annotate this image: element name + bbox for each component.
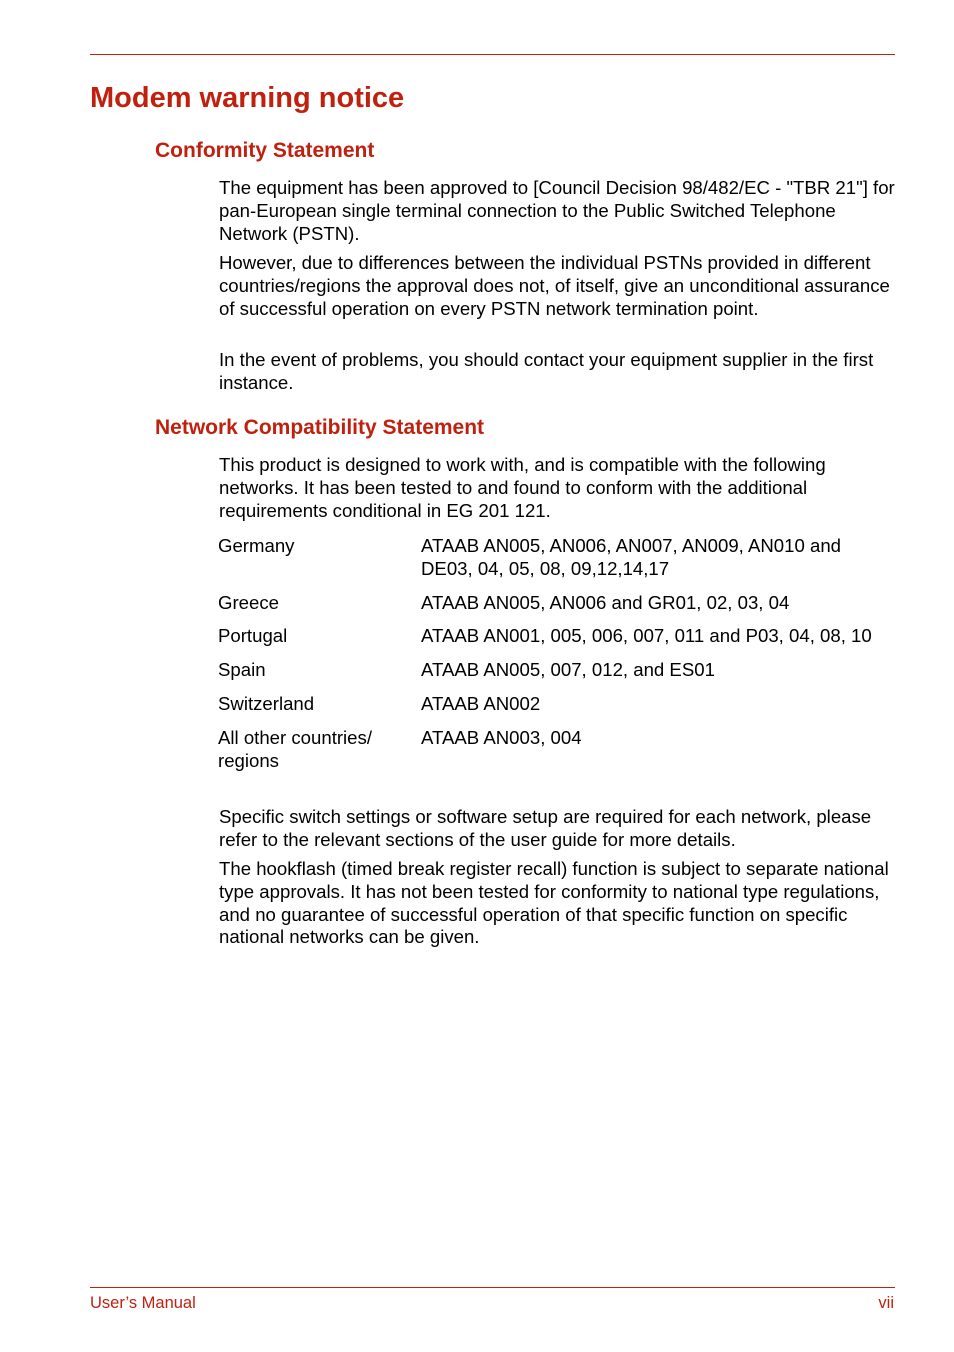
country-cell: Switzerland <box>218 692 315 714</box>
country-cell: Greece <box>218 591 279 613</box>
footer-manual-title: User’s Manual <box>90 1294 196 1312</box>
country-cell: Spain <box>218 659 266 681</box>
network-heading: Network Compatibility Statement <box>155 416 485 439</box>
requirements-cell: ATAAB AN001, 005, 006, 007, 011 and P03, 04, 08, 10 <box>421 625 872 647</box>
page-title: Modem warning notice <box>90 82 405 114</box>
conformity-heading: Conformity Statement <box>155 139 375 162</box>
conformity-paragraph-2: However, due to differences between the individual PSTNs provided in different countries/regions the approval does not, of itself, give an unconditional assurance of successful operation on every PSTN network termination point. <box>219 252 890 319</box>
table-row <box>218 592 898 615</box>
requirements-cell: ATAAB AN005, 007, 012, and ES01 <box>421 659 715 681</box>
requirements-cell: ATAAB AN005, AN006 and GR01, 02, 03, 04 <box>421 591 790 613</box>
top-divider <box>90 54 895 55</box>
requirements-cell: ATAAB AN002 <box>421 692 541 714</box>
table-row <box>218 693 898 716</box>
country-cell: Portugal <box>218 625 288 647</box>
conformity-paragraph-3: In the event of problems, you should contact your equipment supplier in the first instance. <box>219 349 874 393</box>
page-number: vii <box>878 1294 894 1312</box>
requirements-cell: ATAAB AN005, AN006, AN007, AN009, AN010 and DE03, 04, 05, 08, 09,12,14,17 <box>421 535 842 579</box>
network-closing-paragraph-1: Specific switch settings or software setup are required for each network, please refer to the relevant sections of the user guide for more details. <box>219 806 872 850</box>
table-row <box>218 659 898 682</box>
country-cell: All other countries/ regions <box>218 726 372 771</box>
table-row <box>218 535 898 581</box>
network-intro: This product is designed to work with, and is compatible with the following networks. It has been tested to and found to conform with the additional requirements conditional in EG 201 121. <box>219 454 826 521</box>
network-compatibility-table <box>218 535 898 783</box>
network-closing-paragraph-2: The hookflash (timed break register recall) function is subject to separate national type approvals. It has not been tested for conformity to national type regulations, and no guarantee of successful operation of that specific function on specific national networks can be given. <box>219 858 889 948</box>
requirements-cell: ATAAB AN003, 004 <box>421 726 582 748</box>
table-row <box>218 625 898 648</box>
table-row <box>218 727 898 773</box>
conformity-paragraph-1: The equipment has been approved to [Council Decision 98/482/EC - "TBR 21"] for pan-European single terminal connection to the Public Switched Telephone Network (PSTN). <box>219 177 895 244</box>
country-cell: Germany <box>218 535 295 556</box>
bottom-divider <box>90 1287 895 1288</box>
